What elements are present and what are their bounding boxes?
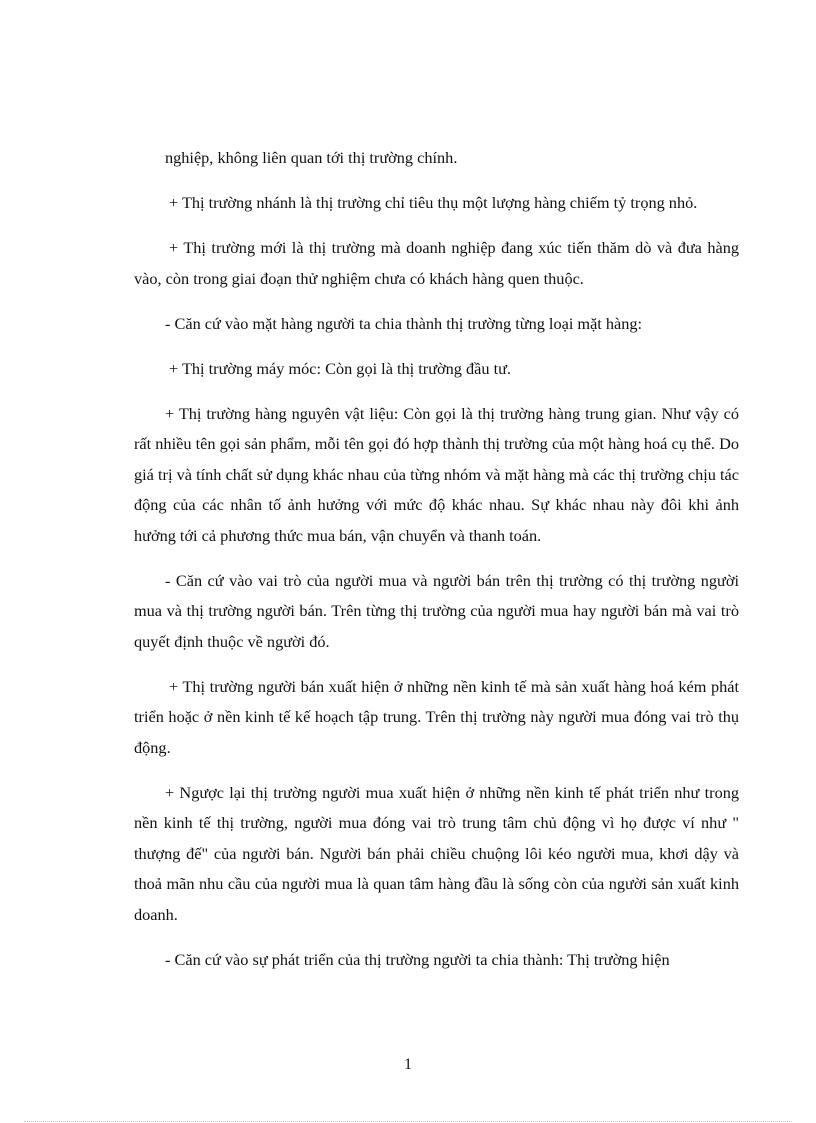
paragraph-by-development: - Căn cứ vào sự phát triển của thị trường người ta chia thành: Thị trường hiện [165,949,670,969]
page-body [134,143,739,990]
paragraph-buyer-market: + Ngược lại thị trường người mua xuất hiện ở những nền kinh tế phát triển như trong nền kinh tế thị trường, người mua đóng vai trò trung tâm chủ động vì họ được ví như " thượng đế" của người bán. Người bán phải chiều chuộng lôi kéo người mua, khơi dậy và thoả mãn nhu cầu của người mua là quan tâm hàng đầu là sống còn của người sản xuất kinh doanh. [134,782,739,924]
paragraph-machinery-market: + Thị trường máy móc: Còn gọi là thị trường đầu tư. [169,358,511,378]
page-bottom-divider [24,1121,792,1122]
paragraph-branch-market: + Thị trường nhánh là thị trường chỉ tiêu thụ một lượng hàng chiếm tỷ trọng nhỏ. [169,193,698,212]
paragraph-by-product: - Căn cứ vào mặt hàng người ta chia thành thị trường từng loại mặt hàng: [165,313,643,333]
paragraph-continuation: nghiệp, không liên quan tới thị trường chính. [165,148,458,167]
page-number: 1 [404,1056,412,1073]
paragraph-new-market: + Thị trường mới là thị trường mà doanh nghiệp đang xúc tiến thăm dò và đưa hàng vào, còn trong giai đoạn thử nghiệm chưa có khách hàng quen thuộc. [134,238,739,288]
paragraph-raw-materials-market: + Thị trường hàng nguyên vật liệu: Còn gọi là thị trường hàng trung gian. Như vậy có rất nhiều tên gọi sản phẩm, mỗi tên gọi đó hợp thành thị trường của một hàng hoá cụ thể. Do giá trị và tính chất sử dụng khác nhau của từng nhóm và mặt hàng mà các thị trường chịu tác động của các nhân tố ảnh hưởng với mức độ khác nhau. Sự khác nhau này đôi khi ảnh hưởng tới cả phương thức mua bán, vận chuyển và thanh toán. [134,403,739,545]
paragraph-seller-market: + Thị trường người bán xuất hiện ở những nền kinh tế mà sản xuất hàng hoá kém phát triển hoặc ở nền kinh tế kế hoạch tập trung. Trên thị trường này người mua đóng vai trò thụ động. [134,676,739,757]
paragraph-buyer-seller-role: - Căn cứ vào vai trò của người mua và người bán trên thị trường có thị trường người mua và thị trường người bán. Trên từng thị trường của người mua hay người bán mà vai trò quyết định thuộc về người đó. [134,570,739,651]
